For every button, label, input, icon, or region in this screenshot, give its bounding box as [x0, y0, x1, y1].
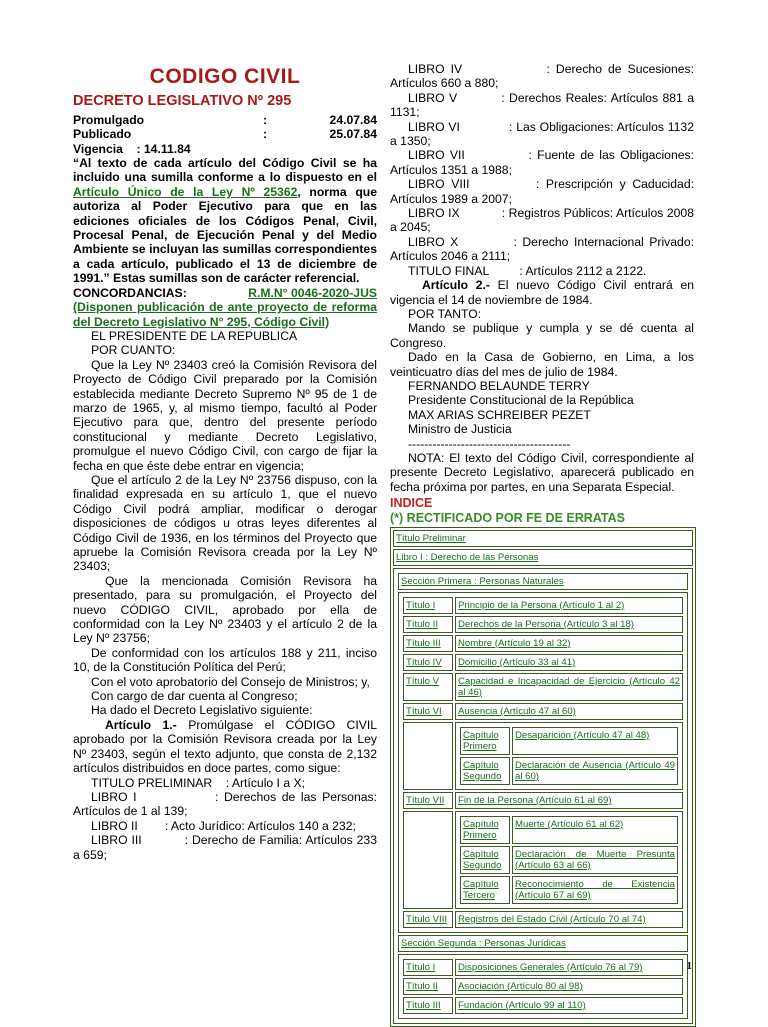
part-item: LIBRO IV : Derecho de Sucesiones: Artículos 660 a 880;: [390, 62, 697, 91]
index-link-preliminar[interactable]: Título Preliminar: [396, 533, 466, 544]
sumilla-note-a: “Al texto de cada artículo del Código Civil se ha incluido una sumilla conforme a lo dispuesto en el: [73, 156, 377, 185]
libro-1-subtable: [396, 571, 690, 1021]
indice-heading: INDICE: [390, 496, 433, 511]
capitulo-desc-link[interactable]: Desaparición (Artículo 47 al 48): [515, 730, 650, 741]
concordancias-label: CONCORDANCIAS:: [73, 285, 187, 300]
publicado-row: [73, 127, 377, 141]
titulo-link[interactable]: Título V: [406, 676, 440, 687]
sumilla-note: [73, 156, 377, 286]
part-item: LIBRO X : Derecho Internacional Privado: Artículos 2046 a 2111;: [390, 234, 697, 264]
titulo-link[interactable]: Título I: [406, 600, 436, 611]
concordancias-line: [73, 286, 377, 300]
date-value: 25.07.84: [329, 127, 377, 142]
ley-25362-link[interactable]: Artículo Único de la Ley Nº 25362: [73, 184, 298, 199]
titulo-link[interactable]: Título VII: [406, 795, 445, 806]
titulo-desc-link[interactable]: Nombre (Artículo 19 al 32): [458, 638, 571, 649]
date-colon: :: [263, 112, 268, 127]
nota-paragraph: NOTA: El texto del Código Civil, correspondiente al presente Decreto Legislativo, aparecerá publicado en fecha próxima por partes, en una Separata Especial.: [390, 450, 694, 494]
signature-line: Presidente Constitucional de la República: [408, 393, 634, 408]
part-item: LIBRO I : Derechos de las Personas: Artículos de 1 al 139;: [73, 789, 380, 819]
capitulo-desc-link[interactable]: Muerte (Artículo 61 al 62): [515, 819, 624, 830]
signature-line: Ministro de Justicia: [408, 422, 512, 437]
titulo-link[interactable]: Título II: [406, 619, 438, 630]
capitulo-link[interactable]: Capítulo Segundo: [463, 849, 502, 871]
titulo-link[interactable]: Título III: [406, 1000, 441, 1011]
seccion-1-titulos: [401, 595, 685, 930]
vigencia-line: Vigencia : 14.11.84: [73, 141, 191, 156]
separator: ----------------------------------------: [408, 436, 571, 451]
paragraph: Con cargo de dar cuenta al Congreso;: [91, 689, 298, 704]
date-value: 24.07.84: [329, 112, 377, 127]
left-column: [73, 62, 381, 862]
por-cuanto: POR CUANTO:: [91, 343, 176, 358]
titulo-desc-link[interactable]: Asociación (Artículo 80 al 98): [458, 981, 583, 992]
titulo-desc-link[interactable]: Fundación (Artículo 99 al 110): [458, 1000, 586, 1011]
date-label: Promulgado: [73, 112, 145, 127]
part-item: LIBRO II : Acto Jurídico: Artículos 140 a 232;: [91, 818, 356, 833]
part-item: LIBRO IX : Registros Públicos: Artículos 2008 a 2045;: [390, 206, 698, 235]
promulgado-row: [73, 113, 377, 127]
capitulo-link[interactable]: Capítulo Segundo: [463, 760, 502, 782]
titulo-desc-link[interactable]: Principio de la Persona (Artículo 1 al 2): [458, 600, 625, 611]
titulo-6-capitulos: [458, 725, 680, 787]
mando-paragraph: Mando se publique y cumpla y se dé cuenta al Congreso.: [390, 321, 694, 350]
index-link-seccion-2[interactable]: Sección Segunda : Personas Jurídicas: [401, 938, 566, 949]
index-link-libro-1[interactable]: Libro I : Derecho de las Personas: [396, 552, 539, 563]
paragraph: Con el voto aprobatorio del Consejo de Ministros; y,: [91, 674, 370, 689]
capitulo-link[interactable]: Capítulo Primero: [463, 819, 499, 841]
date-colon: :: [263, 127, 268, 142]
paragraph: Que la mencionada Comisión Revisora ha presentado, para su promulgación, el Proyecto del nuevo CÓDIGO CIVIL, aprobado por ella de conformidad con la Ley Nº 23403 y el artículo 2 de la Ley Nº 23756;: [73, 573, 377, 646]
titulo-link[interactable]: Título VIII: [406, 914, 448, 925]
titulo-desc-link[interactable]: Derechos de la Persona (Artículo 3 al 18): [458, 619, 634, 630]
paragraph: De conformidad con los artículos 188 y 211, inciso 10, de la Constitución Política del Perú;: [73, 645, 377, 675]
capitulo-desc-link[interactable]: Reconocimiento de Existencia (Artículo 67 al 69): [515, 879, 675, 901]
part-item: TITULO FINAL : Artículos 2112 a 2122.: [408, 263, 647, 278]
article-1-label: Artículo 1.-: [105, 717, 177, 732]
titulo-desc-link[interactable]: Fin de la Persona (Artículo 61 al 69): [458, 795, 612, 806]
titulo-desc-link[interactable]: Capacidad e Incapacidad de Ejercicio (Artículo 42 al 46): [458, 676, 680, 698]
paragraph: Que la Ley Nº 23403 creó la Comisión Revisora del Proyecto de Código Civil preparado por la Comisión establecida mediante Decreto Supremo Nº 95 de 1 de marzo de 1965, y, al mismo tiempo, facultó al Poder Ejecutivo para que, dentro del presente período constitucional y mediante Decreto Legislativo, promulgue el nuevo Código Civil, con cargo de fijar la fecha en que éste debe entrar en vigencia;: [73, 357, 377, 473]
sumilla-note-b: , norma que autoriza al Poder Ejecutivo para que en las ediciones oficiales de los Códigos Penal, Civil, Procesal Penal, de Ejecución Penal y del Medio Ambiente se incluyan las sumillas correspondientes a cada artículo, publicado el 13 de diciembre de 1991.” Estas sumillas son de carácter referencial.: [73, 184, 377, 286]
article-1-text: Promúlgase el CÓDIGO CIVIL aprobado por la Comisión Revisora creada por la Ley Nº 23403, según el texto adjunto, que consta de 2,132 artículos distribuidos en doce partes, como sigue:: [73, 717, 377, 776]
part-item: LIBRO III : Derecho de Familia: Artículos 233 a 659;: [73, 833, 381, 862]
titulo-desc-link[interactable]: Disposiciones Generales (Artículo 76 al 79): [458, 962, 643, 973]
page-number: 1: [686, 960, 692, 972]
part-item: LIBRO V : Derechos Reales: Artículos 881 a 1131;: [390, 90, 698, 120]
titulo-link[interactable]: Título IV: [406, 657, 442, 668]
part-item: TITULO PRELIMINAR : Artículo I a X;: [91, 775, 306, 790]
titulo-desc-link[interactable]: Ausencia (Artículo 47 al 60): [458, 706, 576, 717]
capitulo-link[interactable]: Capítulo Primero: [463, 730, 499, 752]
capitulo-link[interactable]: Capítulo Tercero: [463, 879, 499, 901]
titulo-7-capitulos: [458, 814, 680, 906]
article-2: [390, 278, 694, 307]
decree-heading: DECRETO LEGISLATIVO Nº 295: [73, 93, 292, 110]
part-item: LIBRO VIII : Prescripción y Caducidad: Artículos 1989 a 2007;: [390, 177, 697, 206]
part-item: LIBRO VII : Fuente de las Obligaciones: Artículos 1351 a 1988;: [390, 148, 697, 177]
titulo-desc-link[interactable]: Domicilio (Artículo 33 al 41): [458, 657, 576, 668]
signature-line: FERNANDO BELAUNDE TERRY: [408, 378, 590, 393]
article-2-label: Artículo 2.-: [422, 278, 490, 293]
titulo-desc-link[interactable]: Registros del Estado Civil (Artículo 70 al 74): [458, 914, 646, 925]
part-item: LIBRO VI : Las Obligaciones: Artículos 1132 a 1350;: [390, 119, 698, 149]
titulo-link[interactable]: Título VI: [406, 706, 442, 717]
titulo-link[interactable]: Título II: [406, 981, 438, 992]
por-tanto: POR TANTO:: [408, 306, 482, 321]
capitulo-desc-link[interactable]: Declaración de Muerte Presunta (Artículo 63 al 66): [515, 849, 675, 871]
index-table: [390, 527, 696, 1027]
concordancias-link[interactable]: (Disponen publicación de ante proyecto de reforma del Decreto Legislativo N° 295, Código Civil): [73, 300, 377, 329]
signature-line: MAX ARIAS SCHREIBER PEZET: [408, 407, 591, 422]
titulo-link[interactable]: Título III: [406, 638, 441, 649]
right-column: [390, 62, 698, 1027]
president-line: EL PRESIDENTE DE LA REPUBLICA: [91, 328, 298, 343]
article-1: [73, 718, 377, 776]
date-label: Publicado: [73, 127, 132, 142]
titulo-link[interactable]: Título I: [406, 962, 436, 973]
capitulo-desc-link[interactable]: Declaración de Ausencia (Artículo 49 al 60): [515, 760, 675, 782]
errata-link[interactable]: (*) RECTIFICADO POR FE DE ERRATAS: [390, 510, 625, 525]
paragraph: Que el artículo 2 de la Ley Nº 23756 dispuso, con la finalidad expresada en su artículo 1, que el nuevo Código Civil podrá ampliar, modificar o derogar disposiciones de códigos u otras leyes diferentes al Código Civil de 1936, en los términos del Proyecto que apruebe la Comisión Revisora creada por la Ley Nº 23403;: [73, 472, 377, 574]
document-title: CODIGO CIVIL: [149, 65, 301, 88]
rm-link[interactable]: R.M.N° 0046-2020-JUS: [248, 285, 377, 300]
paragraph: Ha dado el Decreto Legislativo siguiente:: [91, 703, 313, 718]
dado-paragraph: Dado en la Casa de Gobierno, en Lima, a los veinticuatro días del mes de julio de 1984.: [390, 350, 694, 379]
article-2-text: El nuevo Código Civil entrará en vigencia el 14 de noviembre de 1984.: [390, 278, 695, 307]
seccion-2-titulos: [401, 957, 685, 1016]
index-link-seccion-1[interactable]: Sección Primera : Personas Naturales: [401, 576, 564, 587]
